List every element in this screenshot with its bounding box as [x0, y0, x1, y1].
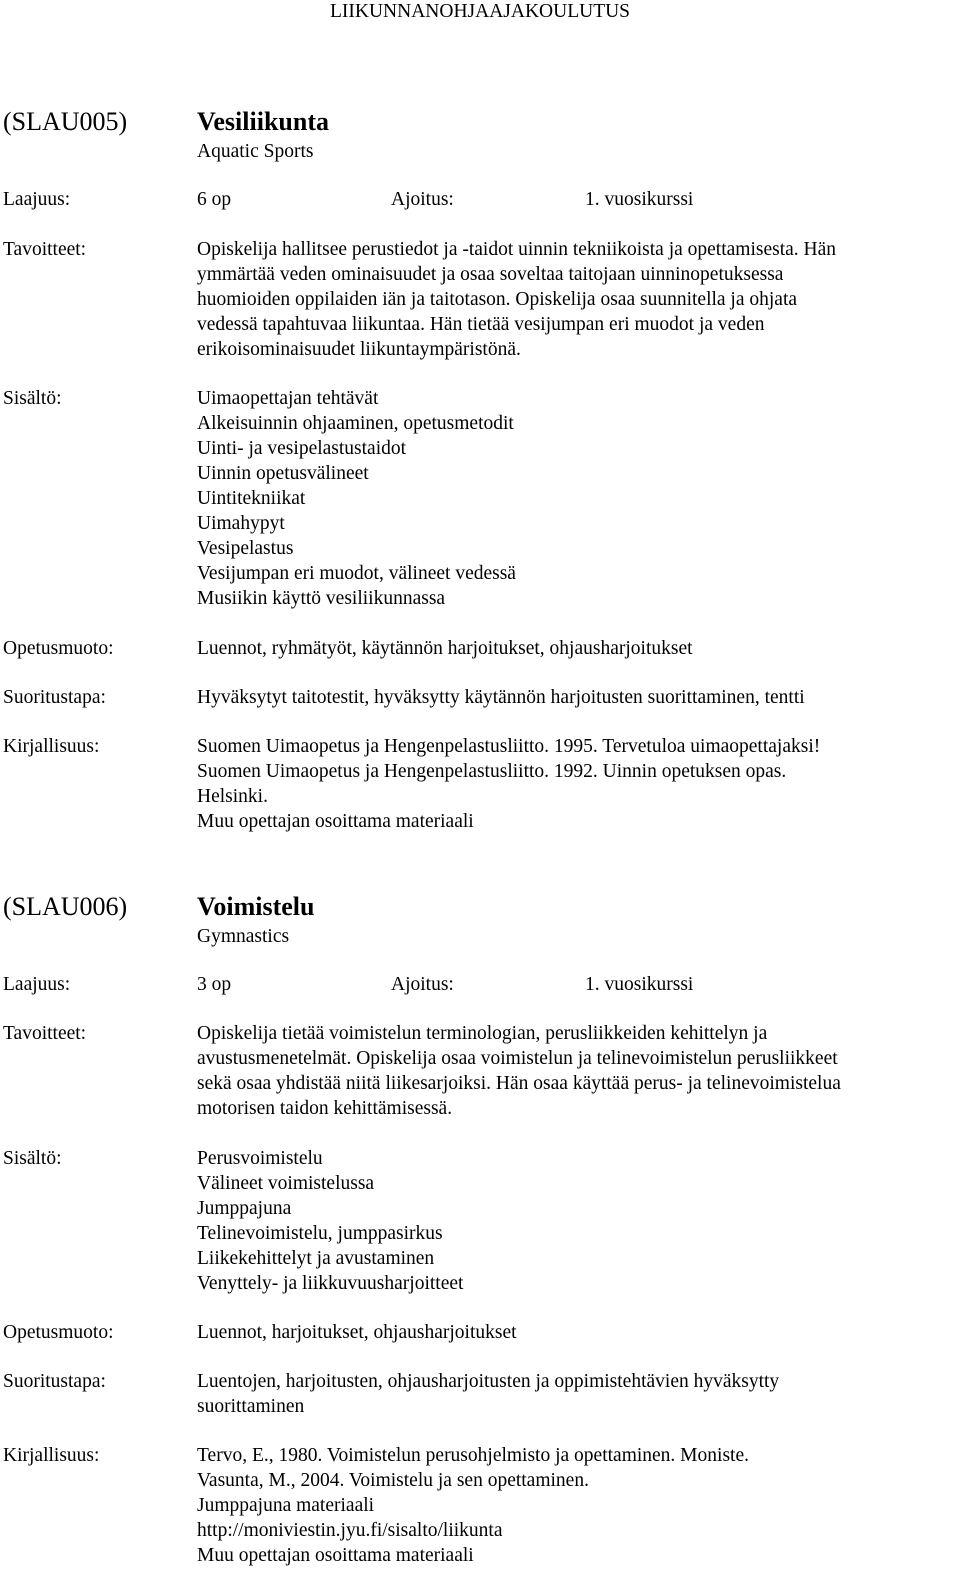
text-line: Opiskelija hallitsee perustiedot ja -taidot uinnin tekniikoista ja opettamisesta. Hän [197, 239, 837, 260]
ajoitus-label: Ajoitus: [391, 974, 454, 995]
text-line: Opiskelija tietää voimistelun terminologian, perusliikkeiden kehittelyn ja [197, 1023, 768, 1044]
course-code: (SLAU005) [3, 107, 128, 136]
list-item: Vesijumpan eri muodot, välineet vedessä [197, 563, 516, 584]
suoritustapa-text [197, 1369, 957, 1419]
course-meta [0, 187, 960, 212]
opetusmuoto-text [197, 1320, 957, 1345]
reference-link[interactable]: http://moniviestin.jyu.fi/sisalto/liikunta [197, 1520, 503, 1541]
text-line: vedessä tapahtuvaa liikuntaa. Hän tietää vesijumpan eri muodot ja veden [197, 314, 765, 335]
sisalto-label: Sisältö: [3, 1148, 62, 1169]
reference-item: Jumppajuna materiaali [197, 1495, 375, 1516]
course-subtitle: Gymnastics [197, 926, 290, 947]
list-item: Uimaopettajan tehtävät [197, 388, 379, 409]
list-item: Uintitekniikat [197, 488, 306, 509]
tavoitteet-text [197, 237, 957, 362]
text-line: Luentojen, harjoitusten, ohjausharjoitusten ja oppimistehtävien hyväksytty [197, 1371, 780, 1392]
ajoitus-value: 1. vuosikurssi [585, 189, 694, 210]
course-code: (SLAU006) [3, 892, 128, 921]
sisalto-label: Sisältö: [3, 388, 62, 409]
list-item: Vesipelastus [197, 538, 294, 559]
list-item: Uinnin opetusvälineet [197, 463, 369, 484]
reference-item: Suomen Uimaopetus ja Hengenpelastusliitto. 1992. Uinnin opetuksen opas. [197, 761, 787, 782]
course-title: Voimistelu [197, 892, 315, 921]
list-item: Alkeisuinnin ohjaaminen, opetusmetodit [197, 413, 514, 434]
text-line: Luennot, ryhmätyöt, käytännön harjoitukset, ohjausharjoitukset [197, 638, 693, 659]
kirjallisuus-label: Kirjallisuus: [3, 1445, 100, 1466]
list-item: Perusvoimistelu [197, 1148, 323, 1169]
laajuus-label: Laajuus: [3, 189, 71, 210]
ajoitus-label: Ajoitus: [391, 189, 454, 210]
laajuus-label: Laajuus: [3, 974, 71, 995]
suoritustapa-label: Suoritustapa: [3, 1371, 106, 1392]
ajoitus-value: 1. vuosikurssi [585, 974, 694, 995]
text-line: avustusmenetelmät. Opiskelija osaa voimistelun ja telinevoimistelun perusliikkeet [197, 1048, 838, 1069]
list-item: Venyttely- ja liikkuvuusharjoitteet [197, 1273, 464, 1294]
list-item: Välineet voimistelussa [197, 1173, 375, 1194]
list-item: Jumppajuna [197, 1198, 292, 1219]
text-line: Luennot, harjoitukset, ohjausharjoitukset [197, 1322, 517, 1343]
text-line: suorittaminen [197, 1396, 305, 1417]
reference-item: Tervo, E., 1980. Voimistelun perusohjelmisto ja opettaminen. Moniste. [197, 1445, 749, 1466]
suoritustapa-label: Suoritustapa: [3, 687, 106, 708]
kirjallisuus-list [197, 1443, 957, 1568]
kirjallisuus-label: Kirjallisuus: [3, 736, 100, 757]
reference-item: Vasunta, M., 2004. Voimistelu ja sen opettaminen. [197, 1470, 589, 1491]
course-meta [0, 972, 960, 997]
reference-item: Helsinki. [197, 786, 268, 807]
tavoitteet-label: Tavoitteet: [3, 239, 87, 260]
list-item: Telinevoimistelu, jumppasirkus [197, 1223, 443, 1244]
sisalto-list [197, 386, 957, 611]
list-item: Liikekehittelyt ja avustaminen [197, 1248, 435, 1269]
opetusmuoto-label: Opetusmuoto: [3, 1322, 114, 1343]
reference-item: Muu opettajan osoittama materiaali [197, 811, 474, 832]
sisalto-list [197, 1146, 957, 1296]
text-line: huomioiden oppilaiden iän ja taitotason. Opiskelija osaa suunnitella ja ohjata [197, 289, 798, 310]
reference-item: Suomen Uimaopetus ja Hengenpelastusliitto. 1995. Tervetuloa uimaopettajaksi! [197, 736, 821, 757]
laajuus-value: 3 op [197, 974, 232, 995]
list-item: Musiikin käyttö vesiliikunnassa [197, 588, 446, 609]
document-header: LIIKUNNANOHJAAJAKOULUTUS [329, 1, 631, 22]
text-line: sekä osaa yhdistää niitä liikesarjoiksi. Hän osaa käyttää perus- ja telinevoimistelua [197, 1073, 841, 1094]
text-line: motorisen taidon kehittämisessä. [197, 1098, 453, 1119]
opetusmuoto-text [197, 636, 957, 661]
text-line: Hyväksytyt taitotestit, hyväksytty käytännön harjoitusten suorittaminen, tentti [197, 687, 805, 708]
reference-item: Muu opettajan osoittama materiaali [197, 1545, 474, 1566]
tavoitteet-label: Tavoitteet: [3, 1023, 87, 1044]
laajuus-value: 6 op [197, 189, 232, 210]
text-line: erikoisominaisuudet liikuntaympäristönä. [197, 339, 521, 360]
list-item: Uimahypyt [197, 513, 285, 534]
text-line: ymmärtää veden ominaisuudet ja osaa soveltaa taitojaan uinninopetuksessa [197, 264, 784, 285]
course-subtitle: Aquatic Sports [197, 141, 314, 162]
opetusmuoto-label: Opetusmuoto: [3, 638, 114, 659]
list-item: Uinti- ja vesipelastustaidot [197, 438, 407, 459]
suoritustapa-text [197, 685, 957, 710]
course-title: Vesiliikunta [197, 107, 329, 136]
kirjallisuus-list [197, 734, 957, 834]
tavoitteet-text [197, 1021, 957, 1121]
